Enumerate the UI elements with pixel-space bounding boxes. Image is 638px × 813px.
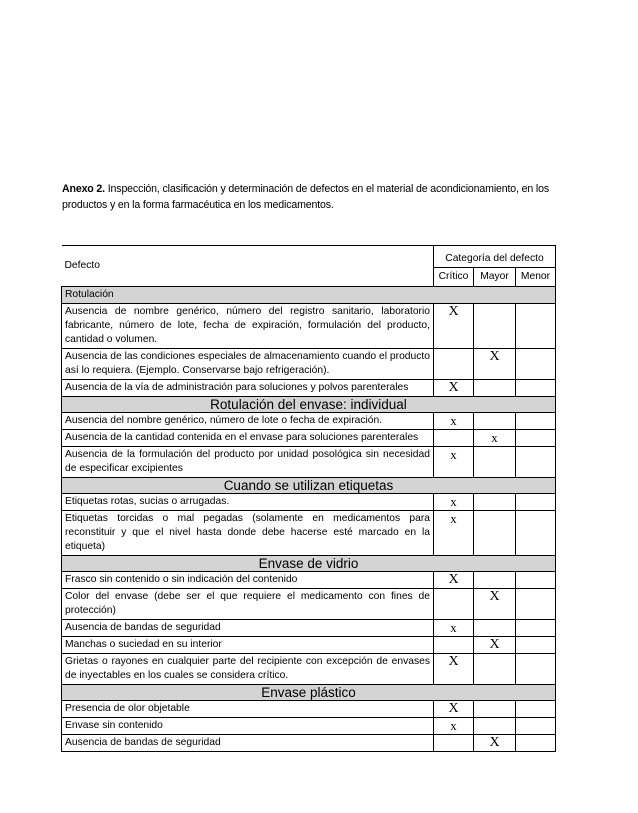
- table-row: [62, 735, 556, 752]
- mark-mayor: X: [474, 735, 516, 752]
- mark-critico: x: [434, 718, 474, 735]
- table-row: [62, 511, 556, 556]
- mark-mayor: x: [474, 430, 516, 447]
- defect-description: Ausencia de la vía de administración para soluciones y polvos parenterales: [62, 380, 434, 397]
- header-critico: Crítico: [434, 268, 474, 287]
- category-row: [62, 287, 556, 304]
- defect-description: Grietas o rayones en cualquier parte del recipiente con excepción de envases de inyectables en los cuales se considera crítico.: [62, 654, 434, 685]
- table-row: [62, 430, 556, 447]
- section-title: Rotulación del envase: individual: [62, 397, 556, 413]
- mark-critico: x: [434, 494, 474, 511]
- mark-menor: [516, 572, 556, 589]
- defect-description: Manchas o suciedad en su interior: [62, 637, 434, 654]
- defect-description: Etiquetas torcidas o mal pegadas (solamente en medicamentos para reconstituir y que el nivel hasta donde debe hacerse esté marcado en la etiqueta): [62, 511, 434, 556]
- mark-menor: [516, 701, 556, 718]
- defect-description: Color del envase (debe ser el que requiere el medicamento con fines de protección): [62, 589, 434, 620]
- table-row: [62, 637, 556, 654]
- table-row: [62, 718, 556, 735]
- defect-description: Ausencia del nombre genérico, número de lote o fecha de expiración.: [62, 413, 434, 430]
- mark-mayor: [474, 413, 516, 430]
- mark-mayor: [474, 572, 516, 589]
- section-row: [62, 478, 556, 494]
- defect-description: Ausencia de bandas de seguridad: [62, 735, 434, 752]
- table-row: [62, 654, 556, 685]
- mark-critico: x: [434, 511, 474, 556]
- table-row: [62, 349, 556, 380]
- defect-description: Ausencia de la formulación del producto por unidad posológica sin necesidad de especificar excipientes: [62, 447, 434, 478]
- mark-menor: [516, 511, 556, 556]
- mark-mayor: [474, 701, 516, 718]
- mark-mayor: [474, 494, 516, 511]
- mark-menor: [516, 304, 556, 349]
- defect-description: Ausencia de la cantidad contenida en el envase para soluciones parenterales: [62, 430, 434, 447]
- mark-critico: x: [434, 413, 474, 430]
- defect-description: Presencia de olor objetable: [62, 701, 434, 718]
- mark-mayor: X: [474, 349, 516, 380]
- mark-critico: [434, 349, 474, 380]
- mark-mayor: [474, 380, 516, 397]
- table-row: [62, 413, 556, 430]
- section-title: Envase de vidrio: [62, 556, 556, 572]
- mark-menor: [516, 447, 556, 478]
- mark-critico: X: [434, 304, 474, 349]
- mark-menor: [516, 589, 556, 620]
- table-row: [62, 701, 556, 718]
- mark-critico: X: [434, 701, 474, 718]
- mark-mayor: [474, 654, 516, 685]
- mark-critico: [434, 735, 474, 752]
- mark-critico: [434, 637, 474, 654]
- mark-critico: [434, 430, 474, 447]
- header-defecto: Defecto: [62, 246, 434, 287]
- mark-mayor: X: [474, 637, 516, 654]
- table-body: [62, 287, 556, 752]
- header-menor: Menor: [516, 268, 556, 287]
- mark-mayor: X: [474, 589, 516, 620]
- defect-description: Ausencia de bandas de seguridad: [62, 620, 434, 637]
- mark-menor: [516, 430, 556, 447]
- mark-mayor: [474, 304, 516, 349]
- mark-mayor: [474, 447, 516, 478]
- table-row: [62, 494, 556, 511]
- table-row: [62, 620, 556, 637]
- mark-menor: [516, 380, 556, 397]
- section-title: Cuando se utilizan etiquetas: [62, 478, 556, 494]
- defect-description: Ausencia de las condiciones especiales de almacenamiento cuando el producto así lo requiera. (Ejemplo. Conservarse bajo refrigeración).: [62, 349, 434, 380]
- defect-description: Etiquetas rotas, sucias o arrugadas.: [62, 494, 434, 511]
- defects-table: [61, 245, 556, 752]
- table-row: [62, 304, 556, 349]
- category-label: Rotulación: [62, 287, 556, 304]
- table-row: [62, 447, 556, 478]
- mark-critico: X: [434, 380, 474, 397]
- annex-description: Inspección, clasificación y determinación de defectos en el material de acondicionamiento, en los productos y en la forma farmacéutica en los medicamentos.: [62, 183, 550, 211]
- mark-critico: X: [434, 572, 474, 589]
- defect-description: Ausencia de nombre genérico, número del registro sanitario, laboratorio fabricante, número de lote, fecha de expiración, formulación del producto, cantidad o volumen.: [62, 304, 434, 349]
- mark-mayor: [474, 620, 516, 637]
- mark-menor: [516, 637, 556, 654]
- section-row: [62, 685, 556, 701]
- section-row: [62, 556, 556, 572]
- annex-caption: [62, 181, 562, 213]
- table-row: [62, 380, 556, 397]
- mark-mayor: [474, 511, 516, 556]
- mark-mayor: [474, 718, 516, 735]
- mark-menor: [516, 620, 556, 637]
- table-row: [62, 589, 556, 620]
- mark-menor: [516, 735, 556, 752]
- header-categoria: Categoría del defecto: [434, 246, 556, 268]
- mark-menor: [516, 349, 556, 380]
- section-row: [62, 397, 556, 413]
- table-row: [62, 572, 556, 589]
- mark-menor: [516, 718, 556, 735]
- mark-menor: [516, 494, 556, 511]
- mark-critico: x: [434, 620, 474, 637]
- annex-label: Anexo 2.: [62, 183, 105, 195]
- header-mayor: Mayor: [474, 268, 516, 287]
- section-title: Envase plástico: [62, 685, 556, 701]
- mark-critico: X: [434, 654, 474, 685]
- mark-menor: [516, 413, 556, 430]
- mark-critico: [434, 589, 474, 620]
- mark-critico: x: [434, 447, 474, 478]
- defect-description: Envase sin contenido: [62, 718, 434, 735]
- defect-description: Frasco sin contenido o sin indicación del contenido: [62, 572, 434, 589]
- mark-menor: [516, 654, 556, 685]
